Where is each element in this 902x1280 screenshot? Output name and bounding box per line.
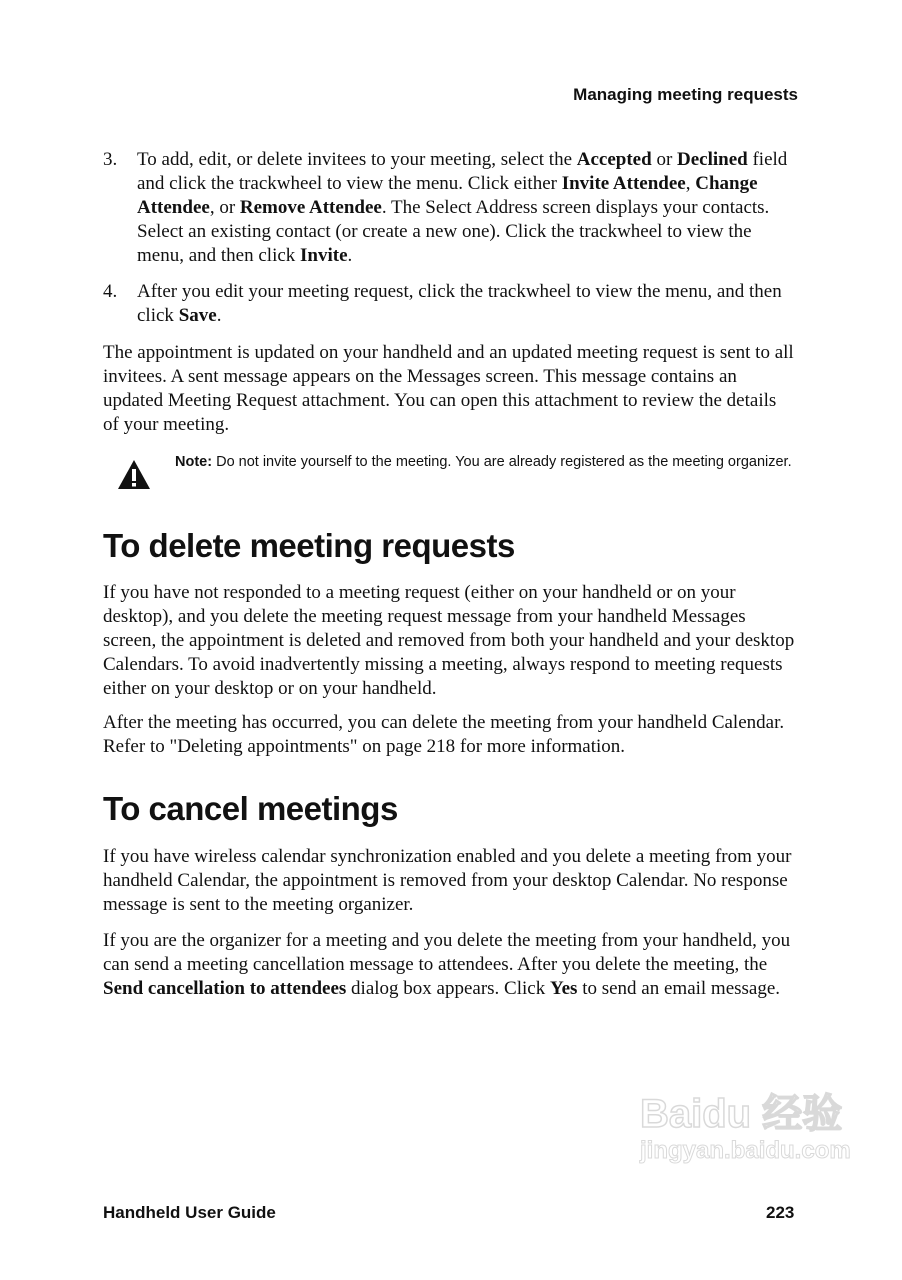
footer-title: Handheld User Guide bbox=[103, 1203, 276, 1222]
text-run: After the meeting has occurred, you can delete the meeting from your handheld Calendar. Refer to "Deleting appointments" on page 218 for more information. bbox=[103, 712, 785, 757]
bold-term: Declined bbox=[677, 149, 748, 170]
text-run: . bbox=[347, 245, 353, 266]
note bbox=[175, 452, 795, 472]
text-run: field and click the trackwheel to view the menu. Click either bbox=[137, 149, 788, 194]
note-label: Note: bbox=[175, 454, 213, 470]
watermark-logo: Baidu 经验 bbox=[640, 1092, 843, 1136]
text-run: If you are the organizer for a meeting and you delete the meeting from your handheld, you can send a meeting cancellation message to attendees. After you delete the meeting, the bbox=[103, 930, 791, 975]
bold-term: Yes bbox=[549, 978, 578, 999]
bold-term: Accepted bbox=[576, 149, 652, 170]
paragraph bbox=[103, 845, 795, 917]
text-run: to send an email message. bbox=[577, 978, 781, 999]
bold-term: Change Attendee bbox=[137, 173, 758, 218]
bold-term: Remove Attendee bbox=[239, 197, 382, 218]
list-number: 4. bbox=[103, 281, 118, 302]
paragraph bbox=[103, 711, 795, 759]
text-run: . bbox=[216, 305, 222, 326]
note-text: Do not invite yourself to the meeting. You are already registered as the meeting organizer. bbox=[212, 454, 792, 470]
section-heading: To delete meeting requests bbox=[103, 527, 515, 564]
text-run: . The Select Address screen displays your contacts. Select an existing contact (or create a new one). Click the trackwheel to view the menu, and then click bbox=[137, 197, 770, 266]
text-run: dialog box appears. Click bbox=[346, 978, 550, 999]
list-item bbox=[137, 280, 797, 328]
paragraph bbox=[103, 581, 795, 701]
text-run: If you have wireless calendar synchronization enabled and you delete a meeting from your handheld Calendar, the appointment is removed from your desktop Calendar. No response message is sent to the meeting organizer. bbox=[103, 846, 792, 915]
list-item bbox=[137, 148, 797, 268]
text-run: To add, edit, or delete invitees to your meeting, select the bbox=[137, 149, 577, 170]
text-run: , or bbox=[209, 197, 240, 218]
text-run: The appointment is updated on your handheld and an updated meeting request is sent to all invitees. A sent message appears on the Messages screen. This message contains an updated Meeting Request attachment. You can open this attachment to review the details of your meeting. bbox=[103, 342, 794, 435]
page-number: 223 bbox=[766, 1203, 795, 1222]
watermark-url: jingyan.baidu.com bbox=[640, 1137, 851, 1164]
paragraph bbox=[103, 929, 795, 1001]
bold-term: Invite Attendee bbox=[561, 173, 686, 194]
bold-term: Save bbox=[178, 305, 217, 326]
bold-term: Invite bbox=[300, 245, 348, 266]
text-run: If you have not responded to a meeting request (either on your handheld or on your desktop), and you delete the meeting request message from your handheld Messages screen, the appointment is deleted and removed from both your handheld and your desktop Calendars. To avoid inadvertently missing a meeting, always respond to meeting requests either on your desktop or on your handheld. bbox=[103, 582, 795, 699]
bold-term: Send cancellation to attendees bbox=[103, 978, 347, 999]
watermark bbox=[640, 1092, 851, 1164]
running-header: Managing meeting requests bbox=[573, 85, 798, 104]
text-run: After you edit your meeting request, click the trackwheel to view the menu, and then click bbox=[137, 281, 782, 326]
paragraph bbox=[103, 341, 795, 437]
section-heading: To cancel meetings bbox=[103, 790, 398, 827]
text-run: or bbox=[651, 149, 678, 170]
list-number: 3. bbox=[103, 149, 118, 170]
warning-icon bbox=[116, 458, 152, 492]
text-run: , bbox=[685, 173, 696, 194]
